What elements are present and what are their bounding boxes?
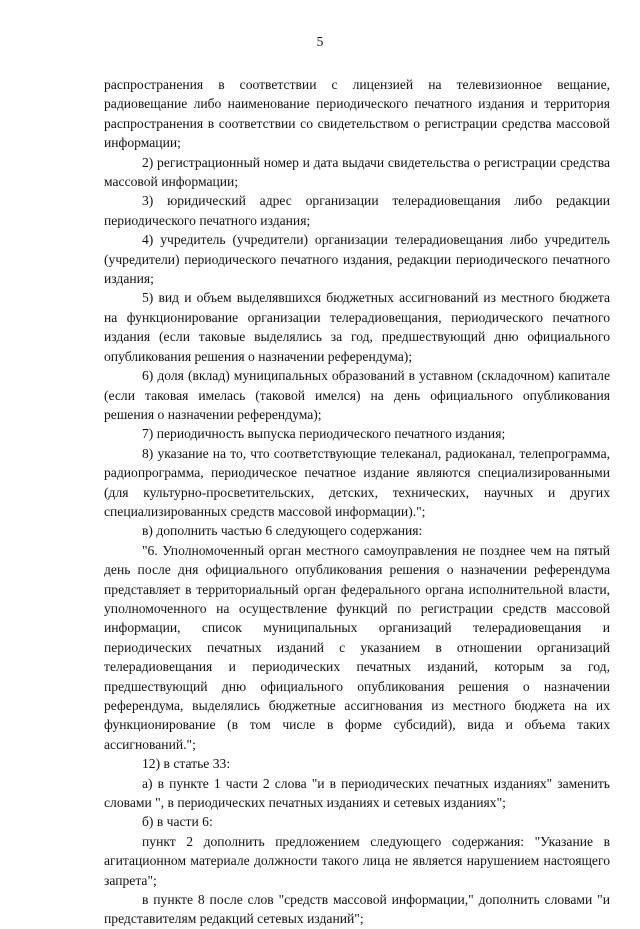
paragraph: 8) указание на то, что соответствующие телеканал, радиоканал, телепрограмма, радиопрограмма, периодическое печатное издание являются специализированными (для культурно-просветительских, детских, технических, научных и других специализированных средств массовой информации)."; <box>104 445 610 519</box>
paragraph: "6. Уполномоченный орган местного самоуправления не позднее чем на пятый день после дня официального опубликования решения о назначении референдума представляет в территориальный орган федерального органа исполнительной власти, уполномоченного на осуществление функций по регистрации средств массовой информации, список муниципальных организаций телерадиовещания и периодических печатных изданий с указанием в отношении организаций телерадиовещания и периодических печатных изданий, которым за год, предшествующий дню официального опубликования решения о назначении референдума, выделялись бюджетные ассигнования из местного бюджета на их функционирование (в том числе в форме субсидий), вида и объема таких ассигнований."; <box>104 542 610 752</box>
paragraph: а) в пункте 1 части 2 слова "и в периодических печатных изданиях" заменить словами ", в периодических печатных изданиях и сетевых изданиях"; <box>104 775 610 811</box>
paragraph: 6) доля (вклад) муниципальных образований в уставном (складочном) капитале (если таковая имелась (таковой имелся) на день официального опубликования решения о назначении референдума); <box>104 368 610 422</box>
paragraph: пункт 2 дополнить предложением следующего содержания: "Указание в агитационном материале должности такого лица не является нарушением настоящего запрета"; <box>104 833 610 888</box>
page-number: 5 <box>316 34 324 49</box>
paragraph: 12) в статье 33: <box>142 756 231 772</box>
paragraph: 2) регистрационный номер и дата выдачи свидетельства о регистрации средства массовой информации; <box>104 154 610 190</box>
paragraph: в) дополнить частью 6 следующего содержания: <box>142 523 423 539</box>
paragraph: 5) вид и объем выделявшихся бюджетных ассигнований из местного бюджета на функционирование организации телерадиовещания, периодического печатного издания (если таковые выделялись за год, предшествующий дню официального опубликования решения о назначении референдума); <box>104 290 610 364</box>
paragraph: в пункте 8 после слов "средств массовой информации," дополнить словами "и представителям редакций сетевых изданий"; <box>104 892 610 927</box>
paragraph: б) в части 6: <box>142 814 213 830</box>
paragraph: 3) юридический адрес организации телерадиовещания либо редакции периодического печатного издания; <box>104 193 610 228</box>
document-body <box>104 75 610 929</box>
paragraph: 7) периодичность выпуска периодического печатного издания; <box>142 426 506 442</box>
paragraph: распространения в соответствии с лицензией на телевизионное вещание, радиовещание либо наименование периодического печатного издания и территория распространения в соответствии со свидетельством о регистрации средства массовой информации; <box>104 77 610 151</box>
paragraph: 4) учредитель (учредители) организации телерадиовещания либо учредитель (учредители) периодического печатного издания, редакции периодического печатного издания; <box>104 232 610 287</box>
